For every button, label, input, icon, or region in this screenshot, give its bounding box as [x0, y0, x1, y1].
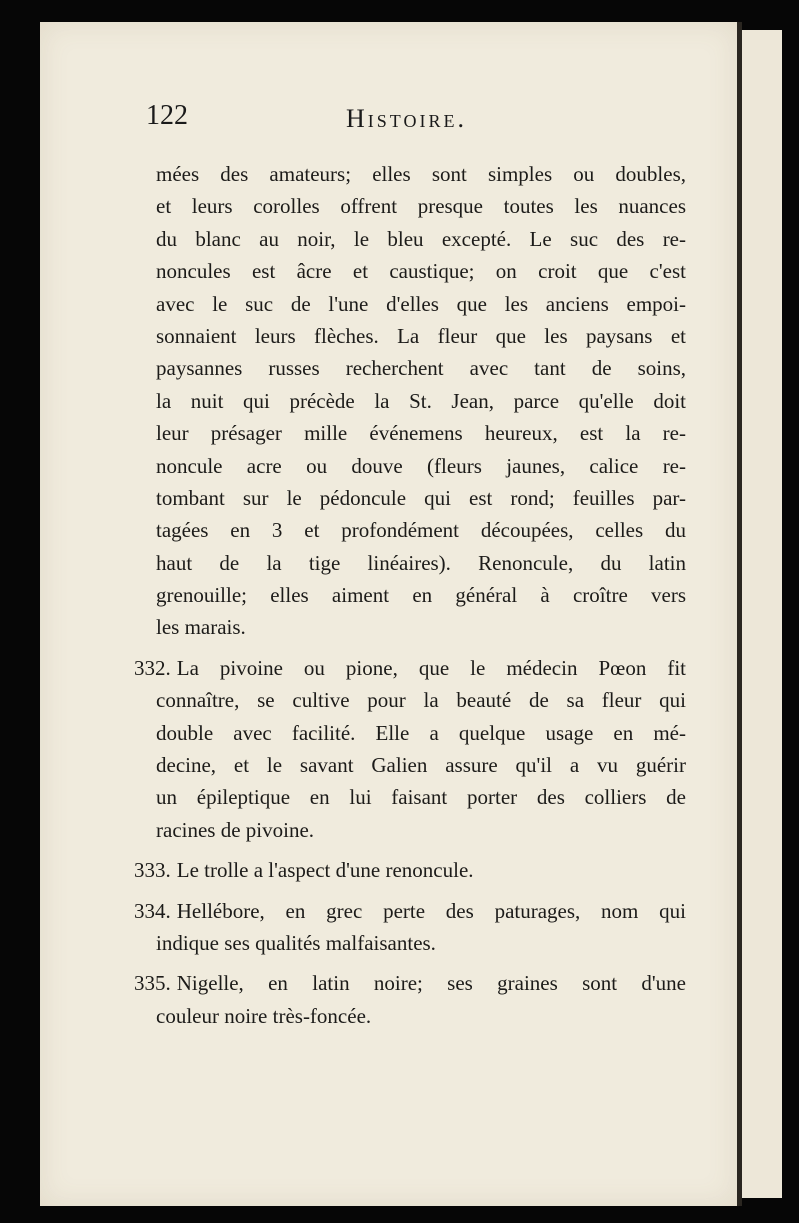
gutter-shadow	[737, 22, 742, 1206]
text-line: les marais.	[156, 615, 246, 640]
entry-text: Nigelle, en latin noire; ses graines sont d'une	[176, 971, 686, 996]
text-line: racines de pivoine.	[156, 817, 315, 842]
text-line: noncules est âcre et caustique; on croit que c'est	[156, 259, 686, 284]
text-line: tagées en 3 et profondément découpées, celles du	[156, 518, 686, 543]
page-number: 122	[146, 100, 188, 131]
entry-335	[134, 967, 686, 1032]
text-line: noncule acre ou douve (fleurs jaunes, calice re-	[156, 453, 686, 478]
entry-number: 334.	[134, 898, 171, 923]
entry-333	[134, 854, 686, 886]
entry-number: 332.	[134, 655, 171, 680]
page-body	[134, 158, 686, 1032]
next-page-edge	[742, 30, 782, 1198]
running-title: Histoire.	[346, 104, 467, 133]
text-line: un épileptique en lui faisant porter des colliers de	[156, 785, 686, 810]
entry-text: La pivoine ou pione, que le médecin Pœon fit	[176, 655, 686, 680]
text-line: decine, et le savant Galien assure qu'il a vu guérir	[156, 753, 686, 778]
page-header	[146, 96, 706, 140]
entry-first-line	[134, 652, 686, 684]
entry-first-line	[134, 895, 686, 927]
text-line: connaître, se cultive pour la beauté de sa fleur qui	[156, 688, 686, 713]
entry-text: Le trolle a l'aspect d'une renoncule.	[176, 858, 474, 883]
text-line: du blanc au noir, le bleu excepté. Le suc des re-	[156, 226, 686, 251]
text-line: paysannes russes recherchent avec tant de soins,	[156, 356, 686, 381]
text-line: double avec facilité. Elle a quelque usage en mé-	[156, 720, 686, 745]
text-line: la nuit qui précède la St. Jean, parce qu'elle doit	[156, 388, 686, 413]
continued-paragraph	[156, 158, 686, 644]
text-line: tombant sur le pédoncule qui est rond; feuilles par-	[156, 485, 686, 510]
entry-334	[134, 895, 686, 960]
text-line: avec le suc de l'une d'elles que les anciens empoi-	[156, 291, 686, 316]
text-line: couleur noire très-foncée.	[156, 1003, 372, 1028]
text-line: leur présager mille événemens heureux, est la re-	[156, 421, 686, 446]
entry-first-line	[134, 854, 686, 886]
text-line: et leurs corolles offrent presque toutes les nuances	[156, 194, 686, 219]
entry-332	[134, 652, 686, 846]
entry-text: Hellébore, en grec perte des paturages, nom qui	[176, 898, 686, 923]
text-line: grenouille; elles aiment en général à croître vers	[156, 583, 686, 608]
entry-number: 333.	[134, 858, 171, 883]
text-line: haut de la tige linéaires). Renoncule, du latin	[156, 550, 686, 575]
entry-first-line	[134, 967, 686, 999]
text-line: sonnaient leurs flèches. La fleur que les paysans et	[156, 323, 686, 348]
entry-number: 335.	[134, 971, 171, 996]
text-line: indique ses qualités malfaisantes.	[156, 930, 436, 955]
text-line: mées des amateurs; elles sont simples ou doubles,	[156, 162, 686, 186]
